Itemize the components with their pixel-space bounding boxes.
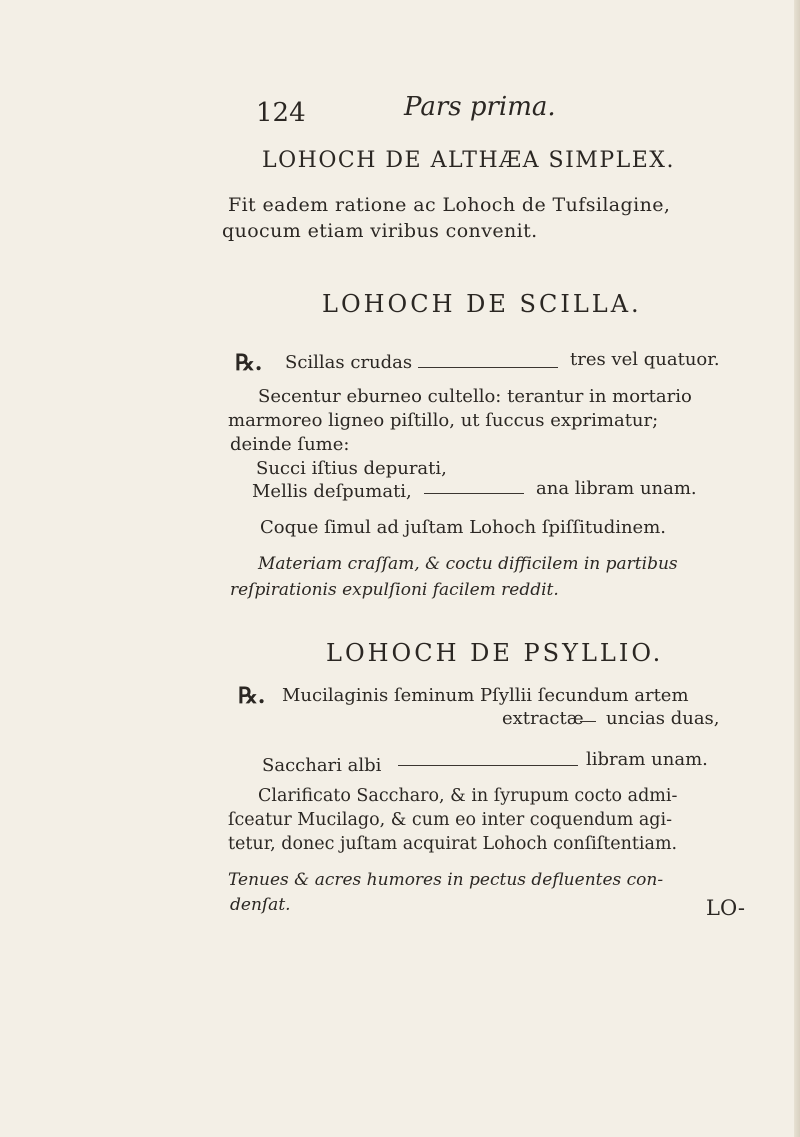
scilla-note-2: reſpirationis expulſioni facilem reddit. bbox=[230, 580, 559, 600]
leader-line bbox=[418, 367, 558, 368]
section1-line-2: quocum etiam viribus convenit. bbox=[222, 220, 538, 242]
psyllio-note-2: denſat. bbox=[230, 895, 291, 915]
ingredient-mellis-quantity: ana libram unam. bbox=[536, 478, 697, 499]
scilla-note-1: Materiam craſſam, & coctu difficilem in partibus bbox=[258, 554, 678, 574]
leader-line bbox=[398, 765, 578, 766]
ingredient-mucilaginis: Mucilaginis ſeminum Pſyllii ſecundum artem bbox=[282, 685, 689, 706]
scilla-coque: Coque ſimul ad juſtam Lohoch ſpiſſitudinem. bbox=[260, 517, 667, 538]
page-edge-shadow bbox=[794, 0, 800, 1137]
scilla-instruction-3: deinde ſume: bbox=[230, 434, 350, 455]
ingredient-scillas: Scillas crudas bbox=[285, 352, 413, 373]
scilla-instruction-2: marmoreo ligneo piſtillo, ut ſuccus exprimatur; bbox=[228, 410, 659, 431]
psyllio-note-1: Tenues & acres humores in pectus defluentes con- bbox=[228, 870, 664, 890]
section-title-althaea: LOHOCH DE ALTHÆA SIMPLEX. bbox=[262, 148, 675, 173]
running-title: Pars prima. bbox=[404, 92, 556, 122]
section-title-psyllio: LOHOCH DE PSYLLIO. bbox=[326, 639, 664, 667]
catchword: LO- bbox=[706, 896, 746, 920]
psyllio-instruction-3: tetur, donec juſtam acquirat Lohoch conſiſtentiam. bbox=[228, 834, 678, 854]
ingredient-mucilaginis-quantity: uncias duas, bbox=[606, 708, 720, 729]
scilla-instruction-1: Secentur eburneo cultello: terantur in mortario bbox=[258, 386, 692, 407]
ingredient-mucilaginis-2: extractæ bbox=[502, 708, 584, 729]
ingredient-succi: Succi iſtius depurati, bbox=[256, 458, 447, 479]
leader-line bbox=[424, 493, 524, 494]
recipe-symbol: ℞. bbox=[238, 683, 266, 709]
page-number: 124 bbox=[256, 98, 306, 128]
psyllio-instruction-2: ſceatur Mucilago, & cum eo inter coquendum agi- bbox=[228, 810, 673, 830]
section-title-scilla: LOHOCH DE SCILLA. bbox=[322, 290, 642, 318]
section1-line-1: Fit eadem ratione ac Lohoch de Tufsilagine, bbox=[228, 194, 671, 216]
psyllio-instruction-1: Clarificato Saccharo, & in ſyrupum cocto admi- bbox=[258, 786, 678, 806]
ingredient-scillas-quantity: tres vel quatuor. bbox=[570, 349, 720, 370]
ingredient-sacchari-quantity: libram unam. bbox=[586, 749, 708, 770]
ingredient-mellis: Mellis deſpumati, bbox=[252, 481, 412, 502]
recipe-symbol: ℞. bbox=[235, 350, 263, 376]
ingredient-sacchari: Sacchari albi bbox=[262, 755, 382, 776]
leader-line bbox=[580, 721, 596, 722]
